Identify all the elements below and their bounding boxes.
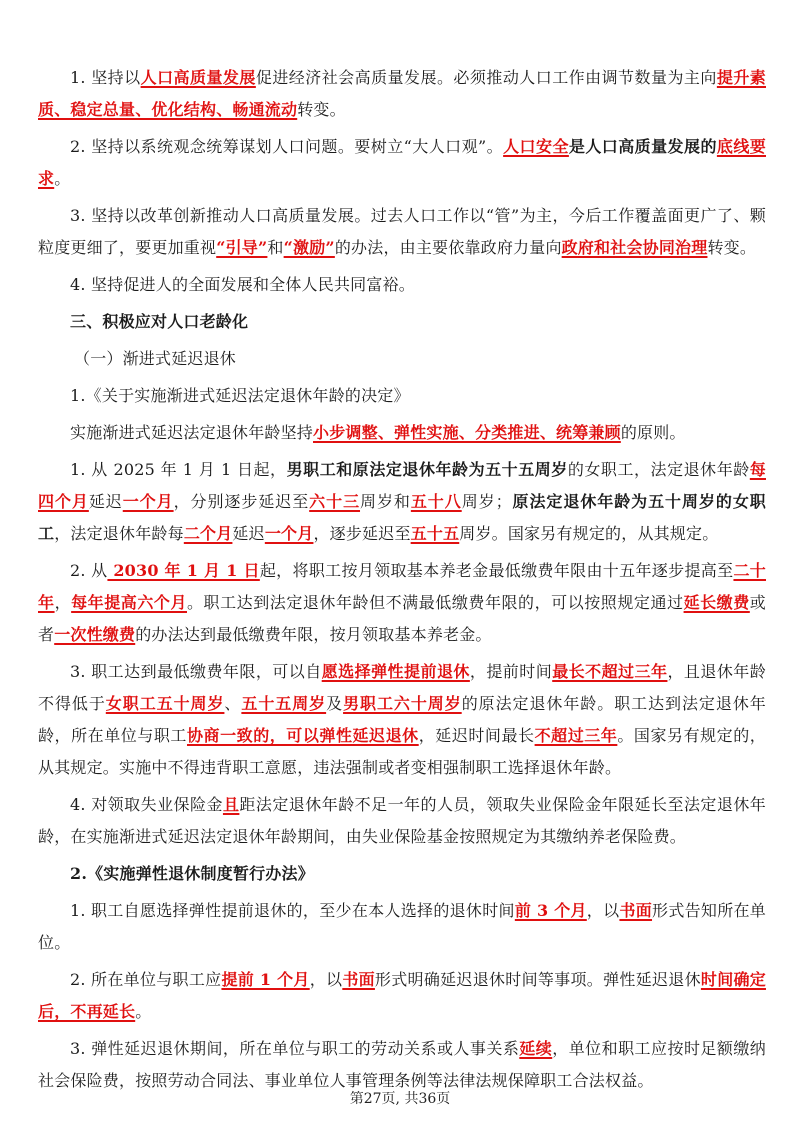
highlighted-keyword: 时间确定后，不再延长	[38, 970, 766, 1021]
paragraph	[38, 380, 766, 412]
highlighted-keyword: 二十年	[38, 561, 766, 612]
text-run: 4. 坚持促进人的全面发展和全体人民共同富裕。	[70, 275, 415, 294]
highlighted-keyword: 一个月	[122, 492, 174, 511]
text-run: 转变。	[297, 100, 346, 119]
highlighted-keyword: 2030 年 1 月 1 日	[107, 561, 260, 580]
paragraph	[38, 656, 766, 784]
paragraph	[38, 454, 766, 550]
highlighted-keyword: 延长缴费	[683, 593, 750, 612]
text-run: 。	[135, 1002, 152, 1021]
text-run: 3. 弹性延迟退休期间，所在单位与职工的劳动关系或人事关系	[70, 1039, 520, 1058]
highlighted-keyword: 书面	[619, 901, 653, 920]
bold-text: 原法定退休年龄为五十周岁的女职工	[38, 492, 766, 543]
paragraph	[38, 343, 766, 375]
text-run: 距法定退休年龄不足一年的人员，领取失业保险金年限延长至法定退休年龄，在实施渐进式延迟法定退休年龄期间，由失业保险基金按照规定为其缴纳养老保险费。	[38, 795, 766, 846]
paragraph	[38, 964, 766, 1028]
text-run: ，提前时间	[469, 662, 553, 681]
highlighted-keyword: 五十五周岁	[241, 694, 327, 713]
highlighted-keyword: 底线要求	[38, 137, 766, 188]
paragraph	[38, 131, 766, 195]
text-run: 的女职工，法定退休年龄	[567, 460, 750, 479]
text-run: 。	[54, 169, 71, 188]
text-run: （一）渐进式延迟退休	[74, 349, 237, 368]
highlighted-keyword: 提升素质、稳定总量、优化结构、畅通流动	[38, 68, 766, 119]
text-run: 。国家另有规定的，从其规定。实施中不得违背职工意愿，违法强制或者变相强制职工选择退休年龄。	[38, 726, 766, 777]
highlighted-keyword: 且	[222, 795, 240, 814]
text-run: 促进经济社会高质量发展。必须推动人口工作由调节数量为主向	[255, 68, 717, 87]
highlighted-keyword: 人口安全	[503, 137, 569, 156]
text-run: ，延迟时间最长	[418, 726, 535, 745]
highlighted-keyword: 五十五	[410, 524, 460, 543]
text-run: 起，将职工按月领取基本养老金最低缴费年限由十五年逐步提高至	[259, 561, 734, 580]
text-run: ，以	[586, 901, 620, 920]
highlighted-keyword: “引导”	[216, 238, 268, 257]
highlighted-keyword: 女职工五十周岁	[105, 694, 225, 713]
highlighted-keyword: 不超过三年	[534, 726, 618, 745]
highlighted-keyword: 延续	[519, 1039, 553, 1058]
text-run: 、	[224, 694, 242, 713]
paragraph	[38, 62, 766, 126]
text-run: 2. 从	[70, 561, 108, 580]
paragraph	[38, 789, 766, 853]
text-run: 3. 坚持以改革创新推动人口高质量发展。过去人口工作以“管”为主，今后工作覆盖面更广了、颗粒度更细了，要更加重视	[38, 206, 766, 257]
highlighted-keyword: 小步调整、弹性实施、分类推进、统筹兼顾	[313, 423, 621, 442]
text-run: 实施渐进式延迟法定退休年龄坚持	[70, 423, 314, 442]
highlighted-keyword: “激励”	[283, 238, 335, 257]
highlighted-keyword: 每年提高六个月	[71, 593, 187, 612]
text-run: 周岁和	[360, 492, 411, 511]
highlighted-keyword: 前 3 个月	[514, 901, 587, 920]
text-run: 1.《关于实施渐进式延迟法定退休年龄的决定》	[70, 386, 410, 405]
text-run: 的原法定退休年龄。职工达到法定退休年龄，所在单位与职工	[38, 694, 766, 745]
text-run: 形式明确延迟退休时间等事项。弹性延迟退休	[374, 970, 701, 989]
text-run: ，单位和职工应按时足额缴纳社会保险费，按照劳动合同法、事业单位人事管理条例等法律法规保障职工合法权益。	[38, 1039, 767, 1090]
text-run: ，逐步延迟至	[313, 524, 411, 543]
text-run: 周岁。国家另有规定的，从其规定。	[459, 524, 719, 543]
text-run: ，分别逐步延迟至	[173, 492, 310, 511]
text-run: ，	[54, 593, 72, 612]
paragraph	[38, 895, 766, 959]
highlighted-keyword: 每四个月	[38, 460, 766, 511]
page-footer: 第27页, 共36页	[349, 1091, 451, 1107]
highlighted-keyword: 一个月	[264, 524, 314, 543]
text-run: 三、积极应对人口老龄化	[70, 312, 249, 331]
text-run: 周岁；	[461, 492, 512, 511]
text-run: 的办法达到最低缴费年限，按月领取基本养老金。	[135, 625, 492, 644]
text-run: 及	[326, 694, 344, 713]
text-run: 3. 职工达到最低缴费年限，可以自	[70, 662, 322, 681]
paragraph	[38, 269, 766, 301]
text-run: 转变。	[707, 238, 757, 257]
text-run: 的办法，由主要依靠政府力量向	[334, 238, 562, 257]
document-body	[38, 62, 766, 1102]
text-run: 的原则。	[620, 423, 686, 442]
section-heading	[38, 858, 766, 890]
text-run: 4. 对领取失业保险金	[70, 795, 223, 814]
paragraph	[38, 200, 766, 264]
paragraph	[38, 555, 766, 651]
highlighted-keyword: 二个月	[183, 524, 233, 543]
text-run: 2.《实施弹性退休制度暂行办法》	[70, 864, 314, 883]
highlighted-keyword: 协商一致的，可以弹性延迟退休	[186, 726, 419, 745]
highlighted-keyword: 男职工六十周岁	[343, 694, 462, 713]
highlighted-keyword: 书面	[342, 970, 375, 989]
text-run: 和	[267, 238, 284, 257]
text-run: 1. 职工自愿选择弹性提前退休的，至少在本人选择的退休时间	[70, 901, 515, 920]
section-heading	[38, 306, 766, 338]
highlighted-keyword: 愿选择弹性提前退休	[321, 662, 470, 681]
highlighted-keyword: 提前 1 个月	[221, 970, 310, 989]
text-run: ，且退休年龄不得低于	[38, 662, 766, 713]
text-run: 。职工达到法定退休年龄但不满最低缴费年限的，可以按照规定通过	[187, 593, 684, 612]
bold-text: 是人口高质量发展的	[568, 137, 717, 156]
text-run: 或者	[38, 593, 766, 644]
text-run: 2. 所在单位与职工应	[70, 970, 222, 989]
highlighted-keyword: 政府和社会协同治理	[561, 238, 708, 257]
highlighted-keyword: 最长不超过三年	[552, 662, 668, 681]
highlighted-keyword: 六十三	[309, 492, 361, 511]
text-run: 1. 从 2025 年 1 月 1 日起，	[70, 460, 287, 479]
highlighted-keyword: 人口高质量发展	[140, 68, 256, 87]
text-run: 形式告知所在单位。	[38, 901, 767, 952]
text-run: ，法定退休年龄每	[54, 524, 184, 543]
highlighted-keyword: 一次性缴费	[54, 625, 136, 644]
highlighted-keyword: 五十八	[410, 492, 462, 511]
text-run: 延迟	[88, 492, 123, 511]
paragraph	[38, 417, 766, 449]
bold-text: 男职工和原法定退休年龄为五十五周岁	[286, 460, 568, 479]
text-run: ，以	[309, 970, 343, 989]
text-run: 延迟	[232, 524, 265, 543]
text-run: 2. 坚持以系统观念统筹谋划人口问题。要树立“大人口观”。	[70, 137, 504, 156]
text-run: 1. 坚持以	[70, 68, 141, 87]
